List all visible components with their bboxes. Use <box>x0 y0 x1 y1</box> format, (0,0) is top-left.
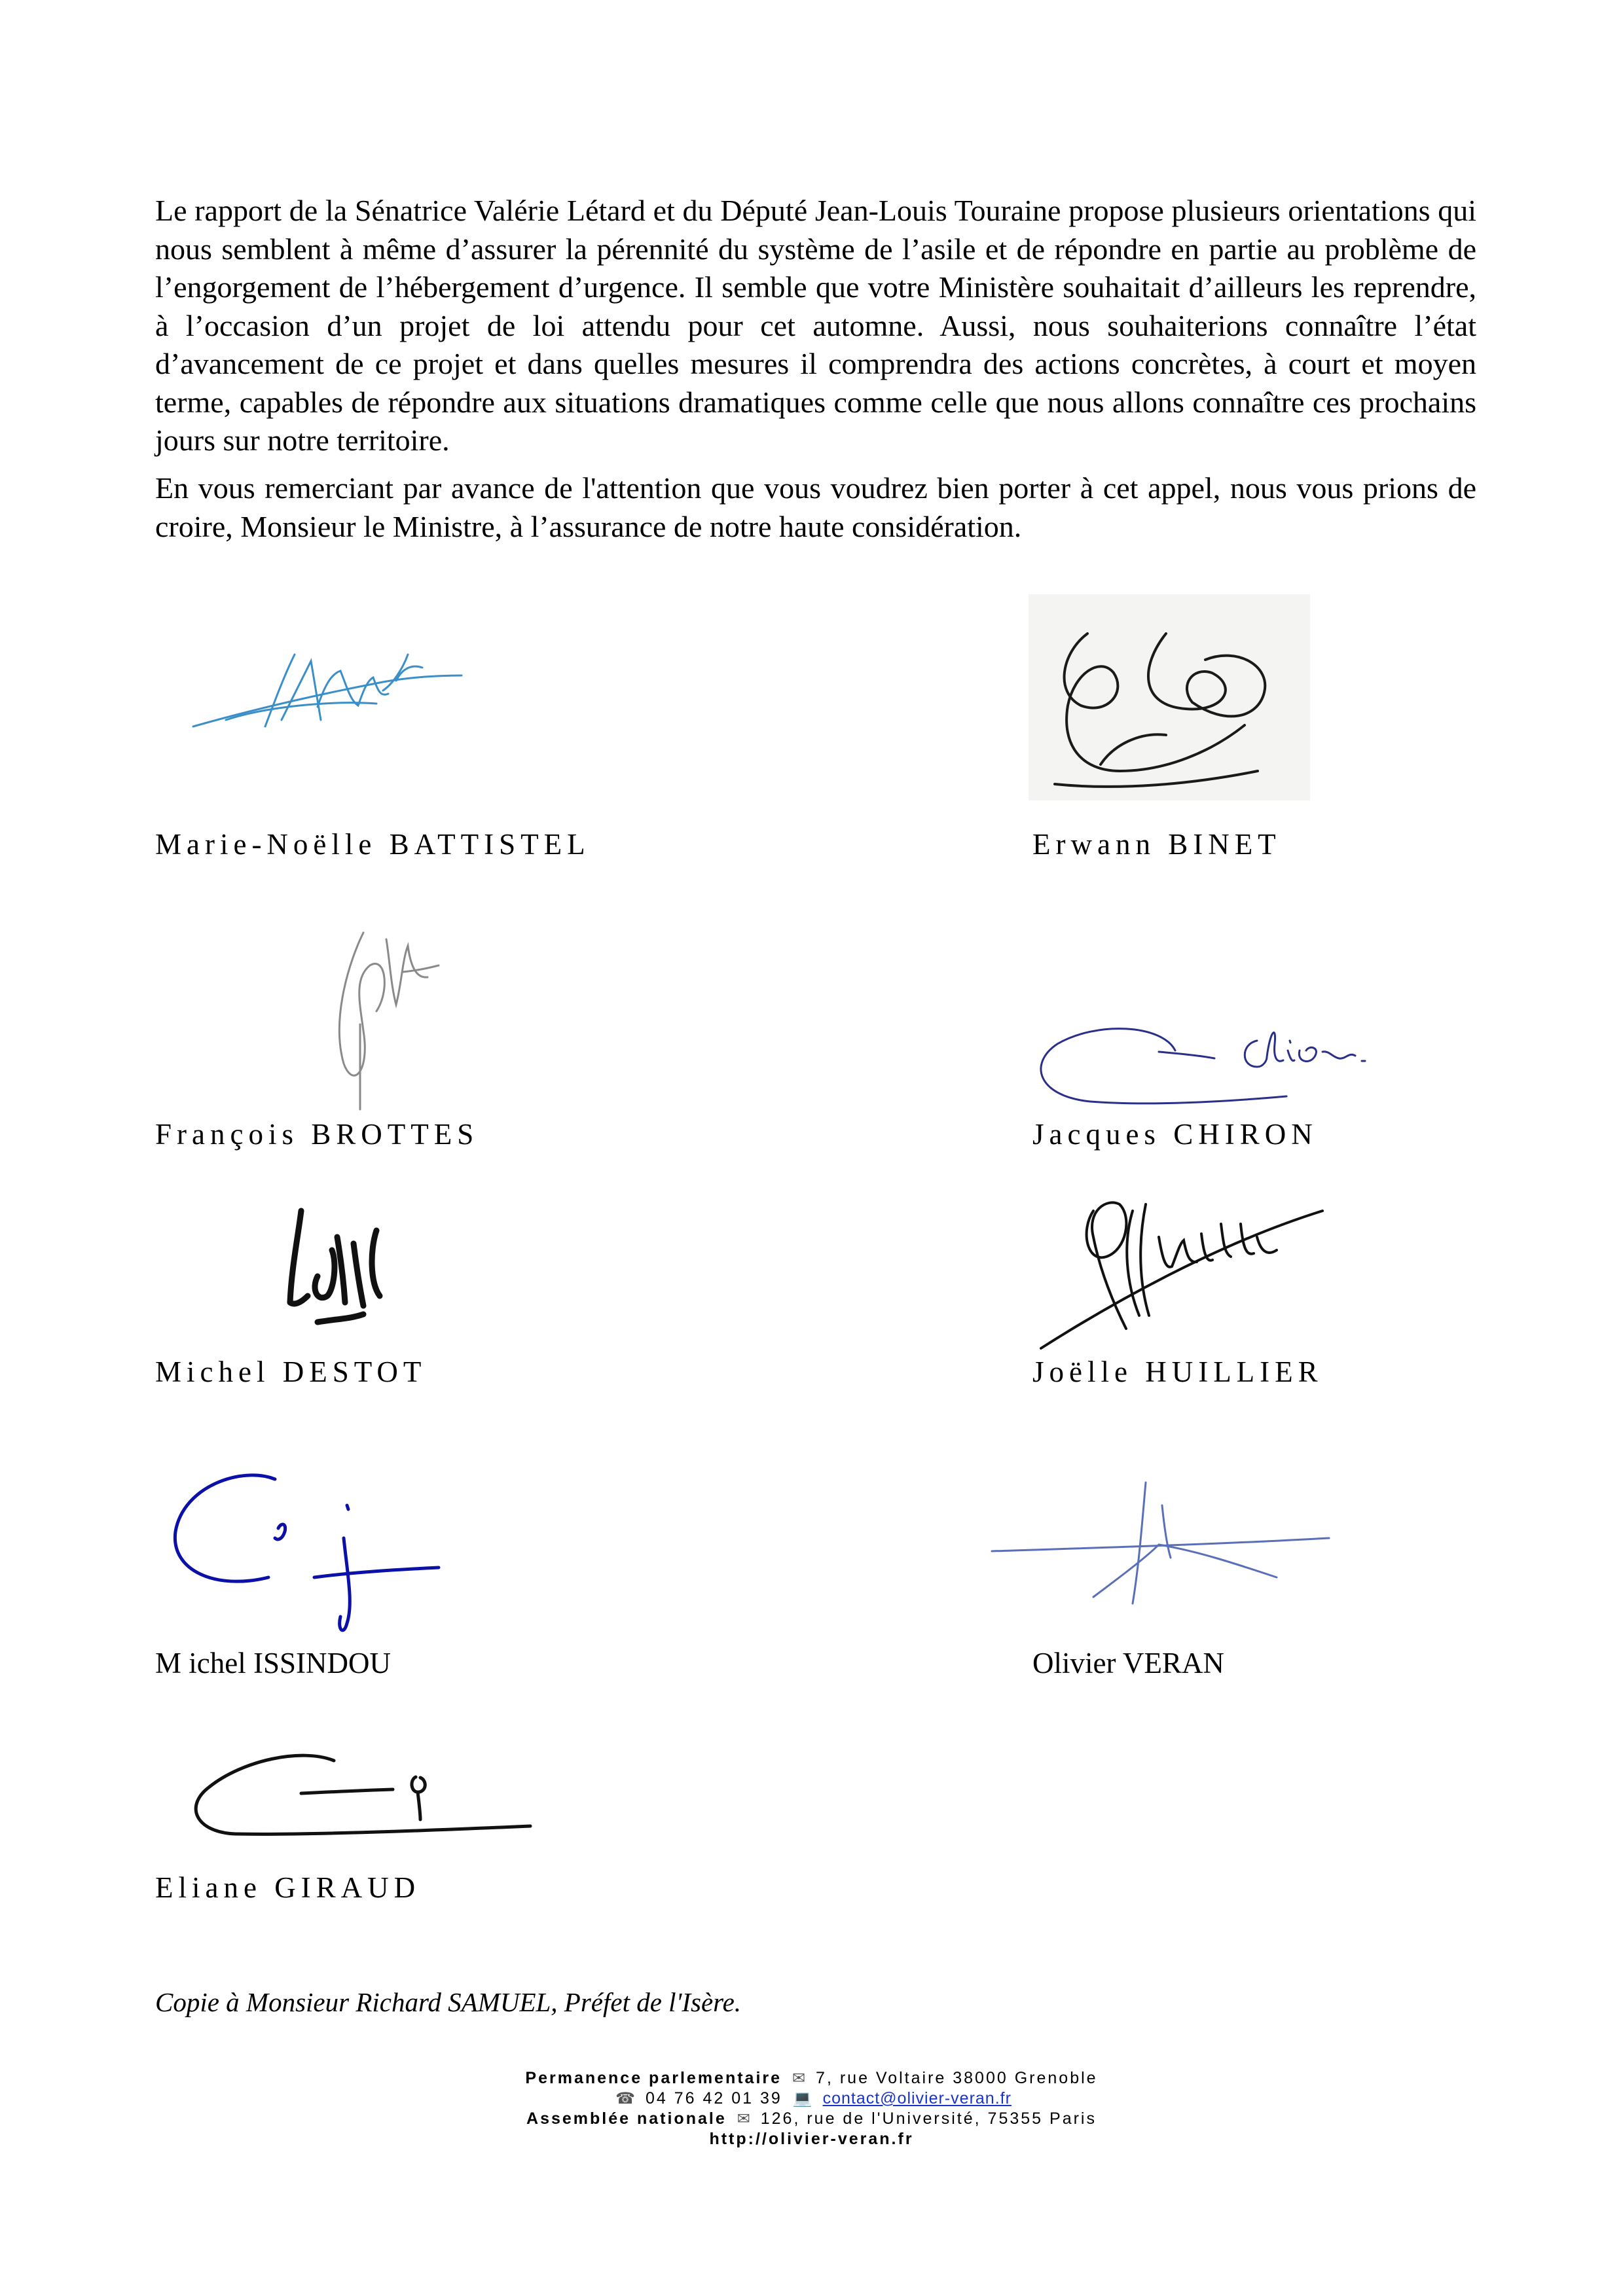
signer-name: Olivier VERAN <box>1032 1647 1224 1679</box>
signer-name: M ichel ISSINDOU <box>155 1647 391 1679</box>
email-link[interactable]: contact@olivier-veran.fr <box>822 2089 1012 2108</box>
signature-brottes <box>324 920 455 1116</box>
signature-veran <box>962 1466 1336 1626</box>
envelope-icon: ✉ <box>737 2110 750 2128</box>
signer-name: Marie-Noëlle BATTISTEL <box>155 828 591 861</box>
signature-giraud <box>183 1728 550 1849</box>
signer-name: Joëlle HUILLIER <box>1032 1355 1323 1388</box>
website-link[interactable]: http://olivier-veran.fr <box>709 2130 914 2148</box>
signer-name: Eliane GIRAUD <box>155 1871 421 1904</box>
signature-binet <box>1029 594 1310 800</box>
phone-number: 04 76 42 01 39 <box>645 2089 782 2108</box>
signature-huillier <box>1034 1185 1336 1358</box>
letter-paragraph-1: Le rapport de la Sénatrice Valérie Létard et du Député Jean-Louis Touraine propose plusieurs orientations qui nous semblent à même d’assurer la pérennité du système de l’asile et de répondre en partie au problème de l’engorgement de l’hébergement d’urgence. Il semble que votre Ministère souhaitait d’ailleurs les reprendre, à l’occasion d’un projet de loi attendu pour cet automne. Aussi, nous souhaiterions connaître l’état d’avancement de ce projet et dans quelles mesures il comprendra des actions concrètes, à court et moyen terme, capables de répondre aux situations dramatiques comme celle que nous allons connaître ces prochains jours sur notre territoire. <box>155 194 1476 457</box>
signature-issindou <box>157 1466 452 1646</box>
phone-icon: ☎ <box>615 2090 635 2108</box>
copy-note: Copie à Monsieur Richard SAMUEL, Préfet de l'Isère. <box>155 1987 742 2017</box>
computer-icon: 💻 <box>792 2090 812 2108</box>
envelope-icon: ✉ <box>792 2070 806 2087</box>
signature-battistel <box>187 628 475 740</box>
signer-name: François BROTTES <box>155 1118 479 1151</box>
signer-name: Erwann BINET <box>1032 828 1281 861</box>
signature-destot <box>272 1198 403 1342</box>
signer-name: Jacques CHIRON <box>1032 1118 1318 1151</box>
office-address: 7, rue Voltaire 38000 Grenoble <box>816 2069 1098 2087</box>
letter-paragraph-2: En vous remerciant par avance de l'attention que vous voudrez bien porter à cet appel, nous vous prions de croire, Monsieur le Ministre, à l’assurance de notre haute considération. <box>155 471 1476 543</box>
signature-chiron <box>1031 1005 1398 1109</box>
assembly-label: Assemblée nationale <box>526 2109 727 2128</box>
assembly-address: 126, rue de l'Université, 75355 Paris <box>760 2109 1097 2128</box>
signer-name: Michel DESTOT <box>155 1355 427 1388</box>
letterhead-footer <box>0 2068 1623 2149</box>
office-label: Permanence parlementaire <box>525 2069 782 2087</box>
